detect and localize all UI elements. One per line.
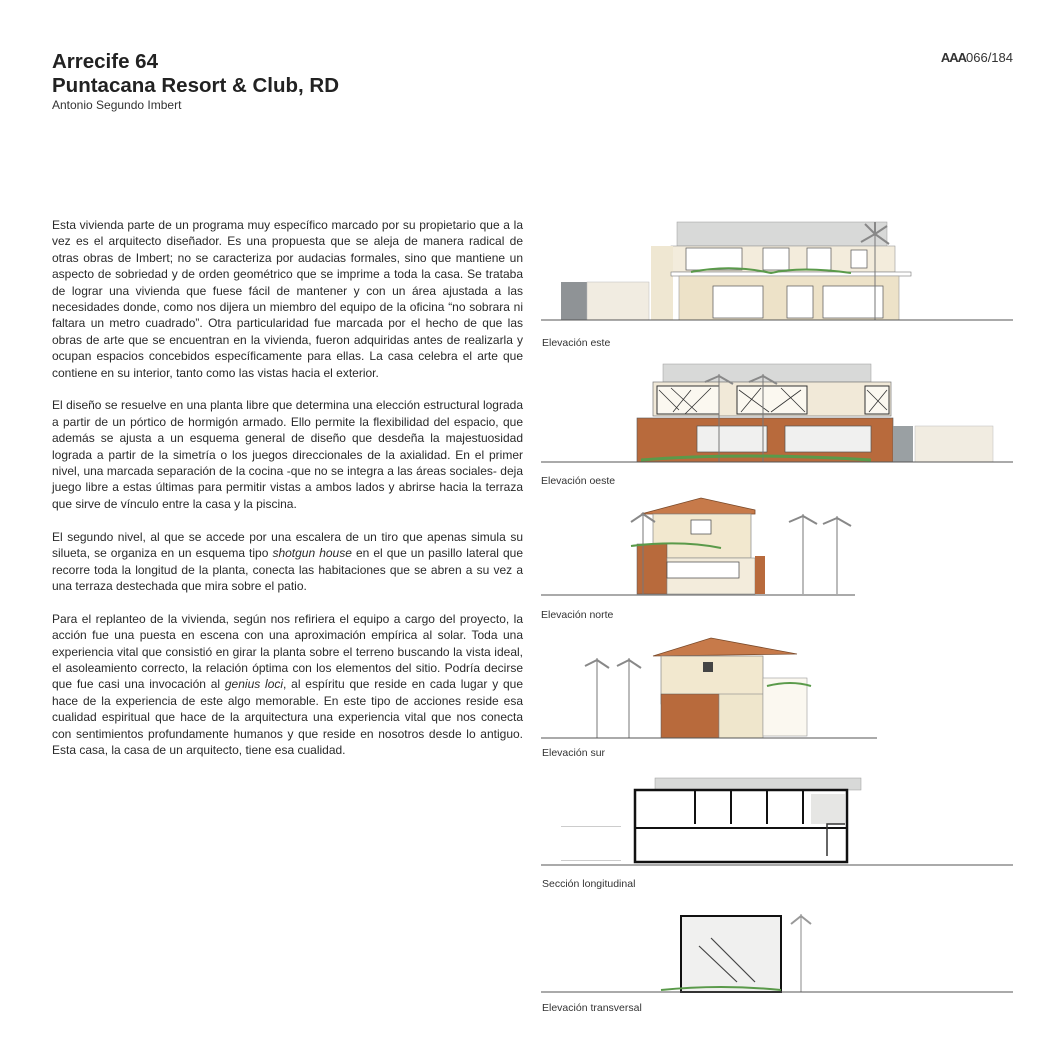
- paragraph-1: Esta vivienda parte de un programa muy específico marcado por su propietario que a la vez es el arquitecto diseñador. Es una propuesta que se aleja de manera radical de otras obras de Imbert; no se caracteriza por audacias formales, sino que mantiene un aspecto de sobriedad y de orden geométrico que se imprime a toda la casa. Se trataba de lograr una vivienda que fuese fácil de mantener y con un área ajustada a las necesidades donde, como nos dijera un miembro del equipo de la oficina “no sobrara ni faltara un metro cuadrado”. Otra particularidad fue marcada por el hecho de que las obras de arte que se encuentran en la vivienda, fueron adquiridas antes de realizarla y ocupan espacios concebidos específicamente para ellas. La casa celebra el arte que contiene en su interior, tanto como las vistas hacia el exterior.: [52, 218, 523, 380]
- page-number: [941, 50, 1013, 65]
- drawing-elevacion-este: [541, 218, 1013, 324]
- drawing-elevacion-transversal: [541, 906, 1013, 998]
- drawing-seccion-longitudinal: [541, 774, 1013, 870]
- magazine-logo: AAA: [940, 50, 966, 65]
- caption-elevacion-sur: Elevación sur: [542, 747, 606, 759]
- drawing-elevacion-sur: [541, 636, 1013, 742]
- title-line-2: Puntacana Resort & Club, RD: [52, 74, 340, 97]
- article-body: [52, 217, 523, 775]
- drawing-elevacion-oeste: [541, 360, 1013, 466]
- caption-elevacion-este: Elevación este: [542, 337, 611, 349]
- article-title: [52, 50, 339, 98]
- caption-elevacion-transversal: Elevación transversal: [542, 1002, 642, 1014]
- drawing-elevacion-norte: [541, 494, 1013, 600]
- author: Antonio Segundo Imbert: [52, 98, 182, 112]
- caption-seccion-longitudinal: Sección longitudinal: [542, 878, 636, 890]
- paragraph-4: Para el replanteo de la vivienda, según nos refiriera el equipo a cargo del proyecto, la acción fue una puesta en escena con una aproximación empírica al solar. Toda una experiencia vital que consistió en girar la planta sobre el terreno buscando la vista ideal, el asoleamiento correcto, la relación óptima con los elementos del sitio. Podría decirse que fue casi una invocación al genius loci, al espíritu que reside en cada lugar y que hace de la experiencia de este algo memorable. En este tipo de acciones reside esa cualidad espiritual que hace de la arquitectura una experiencia vital que nos conecta con sentimientos profundamente humanos y que reside en nosotros desde lo antiguo. Esta casa, la casa de un arquitecto, tiene esa cualidad.: [52, 611, 524, 757]
- paragraph-3: El segundo nivel, al que se accede por una escalera de un tiro que apenas simula su silueta, se organiza en un esquema tipo shotgun house en el que un pasillo lateral que recorre toda la longitud de la planta, conecta las habitaciones que se abren a su vez a una terraza destechada que mira sobre el patio.: [52, 529, 523, 593]
- caption-elevacion-norte: Elevación norte: [541, 609, 614, 621]
- page-count: 066/184: [966, 50, 1013, 65]
- paragraph-2: El diseño se resuelve en una planta libre que determina una elección estructural lograda a partir de un pórtico de hormigón armado. Ello permite la flexibilidad del espacio, que además se ajusta a un esquema general de diseño que desdeña la majestuosidad lograda a partir de la simetría o los juegos direccionales de la axialidad. En el primer nivel, una marcada separación de la cocina -que no se integra a las áreas sociales- deja juego libre a estas últimas para permitir vistas a ambos lados y abrirse hacia la terraza que sirve de vínculo entre la casa y la piscina.: [52, 398, 523, 511]
- title-line-1: Arrecife 64: [52, 50, 158, 73]
- caption-elevacion-oeste: Elevación oeste: [541, 475, 616, 487]
